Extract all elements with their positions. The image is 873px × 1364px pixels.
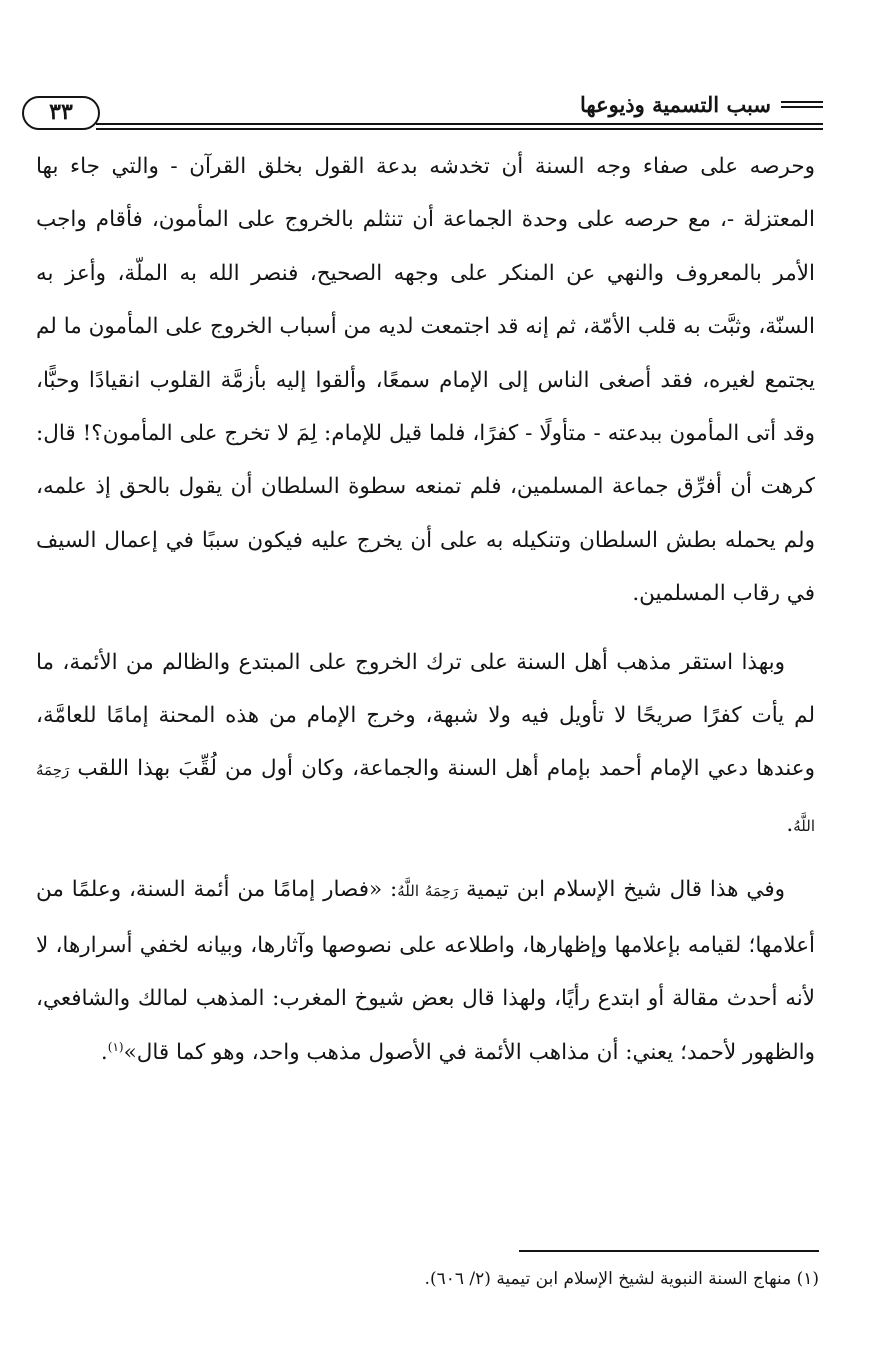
header-rule: [96, 128, 823, 130]
header-rule: [96, 123, 823, 125]
paragraph: وبهذا استقر مذهب أهل السنة على ترك الخروج على المبتدع والظالم من الأئمة، ما لم يأت كفرًا صريحًا لا تأويل فيه ولا شبهة، وخرج الإمام من هذه المحنة إمامًا للعامَّة، وعندها دعي الإمام أحمد بإمام أهل السنة والجماعة، وكان أول من لُقِّبَ بهذا اللقب رَحِمَهُ اللَّهُ.: [36, 649, 816, 837]
page-number: ٣٣: [22, 96, 100, 130]
honorific-ligature: رَحِمَهُ اللَّهُ: [36, 761, 815, 835]
running-header: [22, 90, 823, 140]
header-ornament-line: [781, 101, 823, 103]
main-text: [36, 140, 815, 1079]
paragraph-text: وفي هذا قال شيخ الإسلام ابن تيمية: [465, 877, 785, 903]
honorific-ligature: رَحِمَهُ اللَّهُ: [397, 882, 459, 901]
chapter-title: سبب التسمية وذيوعها: [579, 92, 771, 117]
paragraph: وفي هذا قال شيخ الإسلام ابن تيمية رَحِمَهُ اللَّهُ: «فصار إمامًا من أئمة السنة، وعلمًا من أعلامها؛ لقيامه بإعلامها وإظهارها، واطلاعه على نصوصها وآثارها، وبيانه لخفي أسرارها، لا لأنه أحدث مقالة أو ابتدع رأيًا، ولهذا قال بعض شيوخ المغرب: المذهب لمالك والشافعي، والظهور لأحمد؛ يعني: أن مذاهب الأئمة في الأصول مذهب واحد، وهو كما قال»$^{(١)}$.: [36, 877, 815, 1065]
footnote-reference[interactable]: (١): [107, 1039, 124, 1054]
header-ornament-line: [781, 106, 823, 108]
footnote: (١) منهاج السنة النبوية لشيخ الإسلام ابن تيمية (٢/ ٦٠٦).: [424, 1269, 819, 1289]
quotation: : «فصار إمامًا من أئمة السنة، وعلمًا من أعلامها؛ لقيامه بإعلامها وإظهارها، واطلاعه على نصوصها وآثارها، وبيانه لخفي أسرارها، لا لأنه أحدث مقالة أو ابتدع رأيًا، ولهذا قال بعض شيوخ المغرب: المذهب لمالك والشافعي، والظهور لأحمد؛ يعني: أن مذاهب الأئمة في الأصول مذهب واحد، وهو كما قال»: [36, 877, 815, 1065]
paragraph-text: وبهذا استقر مذهب أهل السنة على ترك الخروج على المبتدع والظالم من الأئمة، ما لم يأت كفرًا صريحًا لا تأويل فيه ولا شبهة، وخرج الإمام من هذه المحنة إمامًا للعامَّة، وعندها دعي الإمام أحمد بإمام أهل السنة والجماعة، وكان أول من لُقِّبَ بهذا اللقب: [36, 649, 816, 782]
paragraph: وحرصه على صفاء وجه السنة أن تخدشه بدعة القول بخلق القرآن - والتي جاء بها المعتزلة -، مع حرصه على وحدة الجماعة أن تنثلم بالخروج على المأمون، فأقام واجب الأمر بالمعروف والنهي عن المنكر على وجهه الصحيح، فنصر الله به الملّة، وأعز به السنّة، وثبَّت به قلب الأمّة، ثم إنه قد اجتمعت لديه من أسباب الخروج على المأمون ما لم يجتمع لغيره، فقد أصغى الناس إلى الإمام سمعًا، وألقوا إليه بأزمَّة القلوب انقيادًا وحبًّا، وقد أتى المأمون ببدعته - متأولًا - كفرًا، فلما قيل للإمام: لِمَ لا تخرج على المأمون؟! قال: كرهت أن أفرِّق جماعة المسلمين، فلم تمنعه سطوة السلطان أن يقول بالحق إذ علمه، ولم يحمله بطش السلطان وتنكيله به على أن يخرج عليه فيكون سببًا في إعمال السيف في رقاب المسلمين.: [36, 154, 815, 607]
footnote-separator: [519, 1250, 819, 1252]
